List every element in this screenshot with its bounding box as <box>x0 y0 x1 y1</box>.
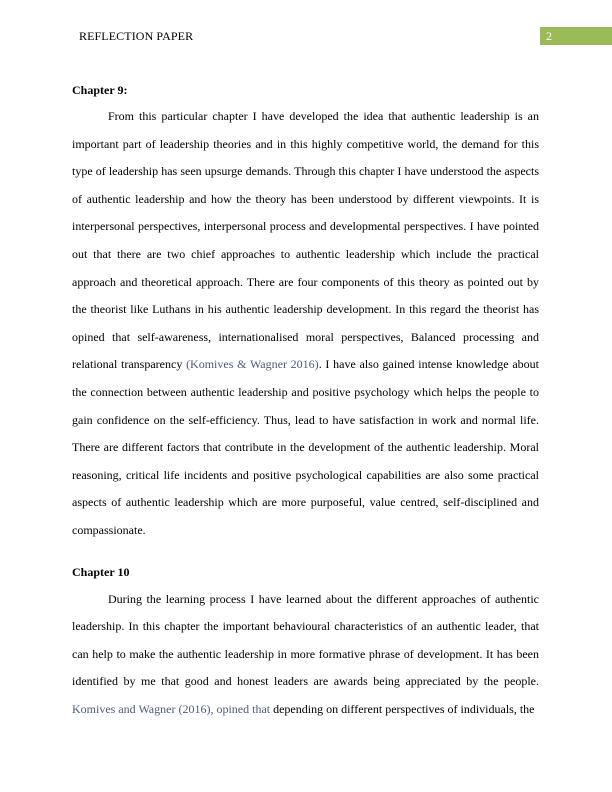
document-body <box>72 80 539 723</box>
chapter-10-text-a: During the learning process I have learned about the different approaches of authentic leadership. In this chapter the important behavioural characteristics of an authentic leader, that can help to make the authentic leadership in more formative phrase of development. It has been identified by me that good and honest leaders are awards being appreciated by the people. <box>72 591 539 689</box>
chapter-10-paragraph <box>72 586 539 724</box>
chapter-9-text-b: . I have also gained intense knowledge about the connection between authentic leadership and positive psychology which helps the people to gain confidence on the self-efficiency. Thus, lead to have satisfaction in work and normal life. There are different factors that contribute in the development of the authentic leadership. Moral reasoning, critical life incidents and positive psychological capabilities are also some practical aspects of authentic leadership which are more purposeful, value centred, self-disciplined and compassionate. <box>72 357 539 537</box>
chapter-9-paragraph <box>72 103 539 545</box>
chapter-9-citation: (Komives & Wagner 2016) <box>186 357 319 372</box>
chapter-9-text-a: From this particular chapter I have developed the idea that authentic leadership is an important part of leadership theories and in this highly competitive world, the demand for this type of leadership has seen upsurge demands. Through this chapter I have understood the aspects of authentic leadership and how the theory has been understood by different viewpoints. It is interpersonal perspectives, interpersonal process and developmental perspectives. I have pointed out that there are two chief approaches to authentic leadership which include the practical approach and theoretical approach. There are four components of this theory as pointed out by the theorist like Luthans in his authentic leadership development. In this regard the theorist has opined that self-awareness, internationalised moral perspectives, Balanced processing and relational transparency <box>72 109 539 372</box>
page-number-badge: 2 <box>540 27 612 45</box>
chapter-10-citation: Komives and Wagner (2016), opined that <box>72 701 271 716</box>
chapter-9-heading: Chapter 9: <box>72 83 128 97</box>
chapter-10-heading: Chapter 10 <box>72 564 130 579</box>
chapter-10-text-b: depending on different perspectives of individuals, the <box>270 701 535 716</box>
running-head: REFLECTION PAPER <box>79 29 194 43</box>
